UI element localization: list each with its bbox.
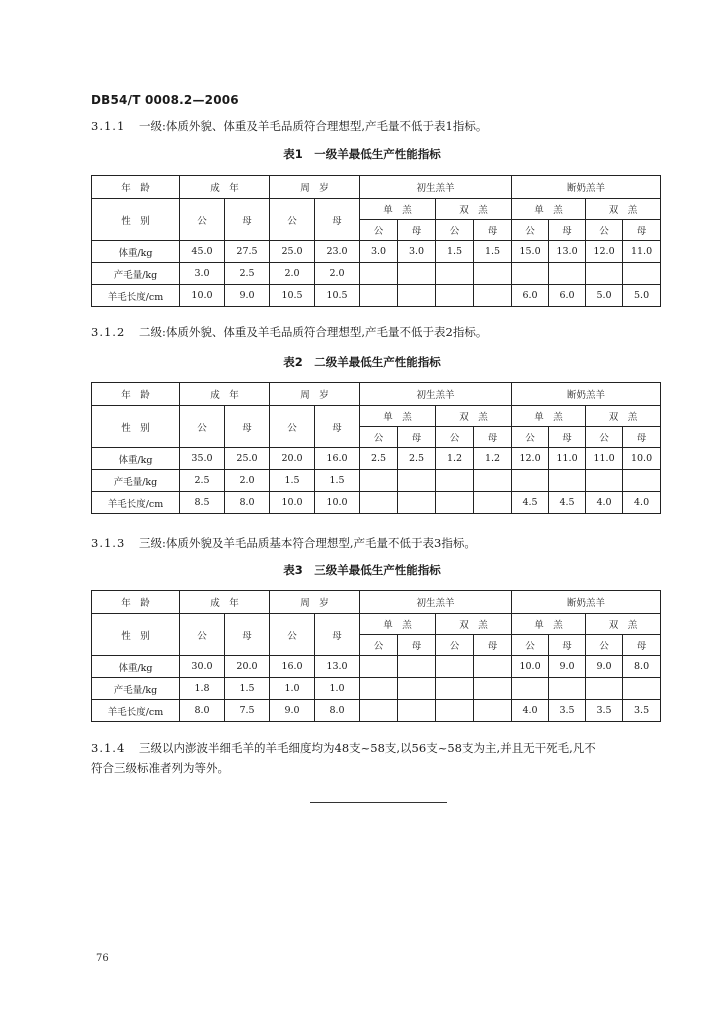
row-label: 产毛量/kg <box>92 678 180 700</box>
one-year-female-header: 母 <box>315 199 360 241</box>
table-cell <box>436 285 474 307</box>
table-cell <box>360 285 398 307</box>
table-cell <box>398 700 436 722</box>
table-row <box>92 492 661 514</box>
newborn-twin-header: 双 羔 <box>436 199 512 220</box>
table-3-caption: 表3 三级羊最低生产性能指标 <box>283 563 441 577</box>
table-row <box>92 700 661 722</box>
lamb-female-header: 母 <box>474 427 512 448</box>
table-cell: 27.5 <box>225 241 270 263</box>
adult-male-header: 公 <box>180 199 225 241</box>
row-label: 体重/kg <box>92 656 180 678</box>
table-cell: 20.0 <box>270 448 315 470</box>
table-cell <box>623 678 661 700</box>
newborn-single-header: 单 羔 <box>360 406 436 427</box>
table-cell <box>512 470 549 492</box>
table-cell <box>398 263 436 285</box>
clause-3-1-3 <box>91 533 671 553</box>
lamb-male-header: 公 <box>512 220 549 241</box>
table-cell: 1.5 <box>474 241 512 263</box>
table-cell: 7.5 <box>225 700 270 722</box>
table-cell: 2.5 <box>360 448 398 470</box>
table-cell: 23.0 <box>315 241 360 263</box>
table-cell: 2.0 <box>270 263 315 285</box>
table-cell <box>474 656 512 678</box>
lamb-male-header: 公 <box>360 427 398 448</box>
table-cell: 6.0 <box>512 285 549 307</box>
table-cell <box>474 678 512 700</box>
one-year-header: 周 岁 <box>270 591 360 614</box>
row-label: 产毛量/kg <box>92 470 180 492</box>
table-cell <box>398 492 436 514</box>
lamb-male-header: 公 <box>586 427 623 448</box>
header-row <box>92 176 661 199</box>
adult-female-header: 母 <box>225 406 270 448</box>
lamb-female-header: 母 <box>398 427 436 448</box>
table-cell: 8.0 <box>225 492 270 514</box>
table-cell: 1.0 <box>270 678 315 700</box>
weaned-lamb-header: 断奶羔羊 <box>512 176 661 199</box>
header-row <box>92 383 661 406</box>
clause-number: 3.1.4 <box>91 741 126 755</box>
newborn-single-header: 单 羔 <box>360 199 436 220</box>
table-cell: 16.0 <box>270 656 315 678</box>
table-cell <box>398 656 436 678</box>
sex-header: 性 别 <box>92 614 180 656</box>
clause-text: 二级:体质外貌、体重及羊毛品质符合理想型,产毛量不低于表2指标。 <box>139 325 488 339</box>
weaned-twin-header: 双 羔 <box>586 614 661 635</box>
clause-text: 三级以内澎波半细毛羊的羊毛细度均为48支~58支,以56支~58支为主,并且无干死毛,凡不 <box>139 741 596 755</box>
table-cell: 9.0 <box>270 700 315 722</box>
lamb-female-header: 母 <box>549 220 586 241</box>
table-row <box>92 656 661 678</box>
header-row <box>92 591 661 614</box>
row-label: 羊毛长度/cm <box>92 285 180 307</box>
table-row <box>92 448 661 470</box>
table-cell: 1.5 <box>436 241 474 263</box>
table-cell: 4.0 <box>512 700 549 722</box>
table-cell: 25.0 <box>270 241 315 263</box>
lamb-male-header: 公 <box>586 220 623 241</box>
table-cell: 11.0 <box>549 448 586 470</box>
table-cell: 1.5 <box>225 678 270 700</box>
adult-male-header: 公 <box>180 614 225 656</box>
table-cell: 25.0 <box>225 448 270 470</box>
table-cell: 10.5 <box>315 285 360 307</box>
lamb-male-header: 公 <box>512 427 549 448</box>
lamb-male-header: 公 <box>436 635 474 656</box>
weaned-single-header: 单 羔 <box>512 614 586 635</box>
table-cell: 1.8 <box>180 678 225 700</box>
table-cell <box>586 678 623 700</box>
table-cell: 3.0 <box>398 241 436 263</box>
table-cell <box>512 678 549 700</box>
table-cell: 13.0 <box>315 656 360 678</box>
weaned-single-header: 单 羔 <box>512 406 586 427</box>
header-row <box>92 406 661 427</box>
table-row <box>92 678 661 700</box>
table-cell <box>586 470 623 492</box>
weaned-twin-header: 双 羔 <box>586 406 661 427</box>
adult-male-header: 公 <box>180 406 225 448</box>
age-header: 年 龄 <box>92 176 180 199</box>
table-cell: 3.0 <box>360 241 398 263</box>
row-label: 羊毛长度/cm <box>92 700 180 722</box>
header-row <box>92 614 661 635</box>
table-cell: 9.0 <box>549 656 586 678</box>
clause-3-1-1 <box>91 116 671 136</box>
table-cell: 10.0 <box>623 448 661 470</box>
lamb-male-header: 公 <box>436 220 474 241</box>
table-cell <box>398 678 436 700</box>
table-cell: 16.0 <box>315 448 360 470</box>
sex-header: 性 别 <box>92 199 180 241</box>
row-label: 产毛量/kg <box>92 263 180 285</box>
lamb-female-header: 母 <box>398 635 436 656</box>
sex-header: 性 别 <box>92 406 180 448</box>
newborn-single-header: 单 羔 <box>360 614 436 635</box>
newborn-twin-header: 双 羔 <box>436 614 512 635</box>
table-cell: 10.0 <box>315 492 360 514</box>
table-cell <box>436 678 474 700</box>
table-cell: 45.0 <box>180 241 225 263</box>
table-cell: 4.0 <box>623 492 661 514</box>
row-label: 羊毛长度/cm <box>92 492 180 514</box>
table-cell: 10.0 <box>270 492 315 514</box>
end-rule <box>310 802 447 803</box>
page-number: 76 <box>96 953 109 964</box>
table-cell: 8.0 <box>180 700 225 722</box>
table-cell: 6.0 <box>549 285 586 307</box>
lamb-female-header: 母 <box>623 635 661 656</box>
table-cell: 1.5 <box>315 470 360 492</box>
adult-female-header: 母 <box>225 614 270 656</box>
clause-number: 3.1.2 <box>91 325 126 339</box>
table-1-caption: 表1 一级羊最低生产性能指标 <box>283 147 441 161</box>
table-cell: 12.0 <box>586 241 623 263</box>
table-cell <box>436 470 474 492</box>
table-cell: 1.2 <box>436 448 474 470</box>
table-cell: 1.0 <box>315 678 360 700</box>
lamb-female-header: 母 <box>623 427 661 448</box>
table-cell: 8.0 <box>315 700 360 722</box>
adult-header: 成 年 <box>180 591 270 614</box>
table-cell: 13.0 <box>549 241 586 263</box>
table-cell: 1.2 <box>474 448 512 470</box>
table-cell: 30.0 <box>180 656 225 678</box>
clause-text: 三级:体质外貌及羊毛品质基本符合理想型,产毛量不低于表3指标。 <box>139 536 476 550</box>
table-cell: 11.0 <box>586 448 623 470</box>
one-year-header: 周 岁 <box>270 383 360 406</box>
adult-female-header: 母 <box>225 199 270 241</box>
table-cell: 2.5 <box>180 470 225 492</box>
lamb-male-header: 公 <box>360 220 398 241</box>
table-cell: 2.0 <box>225 470 270 492</box>
weaned-lamb-header: 断奶羔羊 <box>512 383 661 406</box>
newborn-lamb-header: 初生羔羊 <box>360 591 512 614</box>
table-cell <box>474 492 512 514</box>
table-cell <box>360 470 398 492</box>
table-cell: 10.5 <box>270 285 315 307</box>
table-cell <box>360 656 398 678</box>
one-year-female-header: 母 <box>315 406 360 448</box>
table-cell: 20.0 <box>225 656 270 678</box>
one-year-male-header: 公 <box>270 614 315 656</box>
weaned-lamb-header: 断奶羔羊 <box>512 591 661 614</box>
lamb-female-header: 母 <box>474 220 512 241</box>
table-cell: 8.5 <box>180 492 225 514</box>
table-cell <box>512 263 549 285</box>
table-cell: 2.5 <box>225 263 270 285</box>
standard-code: DB54/T 0008.2—2006 <box>91 93 239 107</box>
table-cell <box>360 678 398 700</box>
table-cell: 1.5 <box>270 470 315 492</box>
table-cell: 5.0 <box>623 285 661 307</box>
lamb-female-header: 母 <box>398 220 436 241</box>
table-cell: 9.0 <box>225 285 270 307</box>
table-cell <box>436 492 474 514</box>
one-year-male-header: 公 <box>270 199 315 241</box>
age-header: 年 龄 <box>92 591 180 614</box>
table-cell: 10.0 <box>180 285 225 307</box>
table-cell <box>549 678 586 700</box>
lamb-female-header: 母 <box>623 220 661 241</box>
table-row <box>92 470 661 492</box>
table-cell <box>436 700 474 722</box>
table-cell: 4.0 <box>586 492 623 514</box>
table-cell: 4.5 <box>549 492 586 514</box>
table-cell <box>474 700 512 722</box>
lamb-male-header: 公 <box>512 635 549 656</box>
clause-text-continued: 符合三级标准者列为等外。 <box>91 761 229 775</box>
table-cell: 9.0 <box>586 656 623 678</box>
weaned-twin-header: 双 羔 <box>586 199 661 220</box>
table-cell <box>436 263 474 285</box>
clause-3-1-2 <box>91 322 671 342</box>
table-cell: 12.0 <box>512 448 549 470</box>
table-cell: 35.0 <box>180 448 225 470</box>
adult-header: 成 年 <box>180 383 270 406</box>
lamb-male-header: 公 <box>360 635 398 656</box>
header-row <box>92 199 661 220</box>
row-label: 体重/kg <box>92 241 180 263</box>
table-cell <box>474 285 512 307</box>
newborn-lamb-header: 初生羔羊 <box>360 176 512 199</box>
lamb-female-header: 母 <box>549 635 586 656</box>
lamb-male-header: 公 <box>586 635 623 656</box>
table-cell <box>549 263 586 285</box>
table-cell: 2.5 <box>398 448 436 470</box>
clause-3-1-4 <box>91 738 671 778</box>
one-year-header: 周 岁 <box>270 176 360 199</box>
clause-number: 3.1.1 <box>91 119 126 133</box>
table-1 <box>91 175 661 307</box>
row-label: 体重/kg <box>92 448 180 470</box>
table-cell <box>586 263 623 285</box>
lamb-male-header: 公 <box>436 427 474 448</box>
table-cell <box>360 263 398 285</box>
adult-header: 成 年 <box>180 176 270 199</box>
table-cell <box>623 470 661 492</box>
clause-text: 一级:体质外貌、体重及羊毛品质符合理想型,产毛量不低于表1指标。 <box>139 119 488 133</box>
one-year-female-header: 母 <box>315 614 360 656</box>
table-cell: 10.0 <box>512 656 549 678</box>
table-2-caption: 表2 二级羊最低生产性能指标 <box>283 355 441 369</box>
table-row <box>92 263 661 285</box>
table-cell: 5.0 <box>586 285 623 307</box>
table-cell <box>360 492 398 514</box>
table-2 <box>91 382 661 514</box>
table-3 <box>91 590 661 722</box>
table-cell: 3.5 <box>549 700 586 722</box>
lamb-female-header: 母 <box>549 427 586 448</box>
table-cell <box>549 470 586 492</box>
table-cell <box>360 700 398 722</box>
table-cell <box>436 656 474 678</box>
table-cell <box>623 263 661 285</box>
table-row <box>92 285 661 307</box>
age-header: 年 龄 <box>92 383 180 406</box>
lamb-female-header: 母 <box>474 635 512 656</box>
newborn-twin-header: 双 羔 <box>436 406 512 427</box>
table-cell: 3.0 <box>180 263 225 285</box>
newborn-lamb-header: 初生羔羊 <box>360 383 512 406</box>
table-row <box>92 241 661 263</box>
weaned-single-header: 单 羔 <box>512 199 586 220</box>
table-cell: 4.5 <box>512 492 549 514</box>
table-cell <box>474 470 512 492</box>
table-cell: 2.0 <box>315 263 360 285</box>
table-cell: 11.0 <box>623 241 661 263</box>
table-cell <box>398 470 436 492</box>
table-cell <box>474 263 512 285</box>
table-cell: 8.0 <box>623 656 661 678</box>
table-cell: 15.0 <box>512 241 549 263</box>
table-cell <box>398 285 436 307</box>
table-cell: 3.5 <box>623 700 661 722</box>
clause-number: 3.1.3 <box>91 536 126 550</box>
table-cell: 3.5 <box>586 700 623 722</box>
one-year-male-header: 公 <box>270 406 315 448</box>
